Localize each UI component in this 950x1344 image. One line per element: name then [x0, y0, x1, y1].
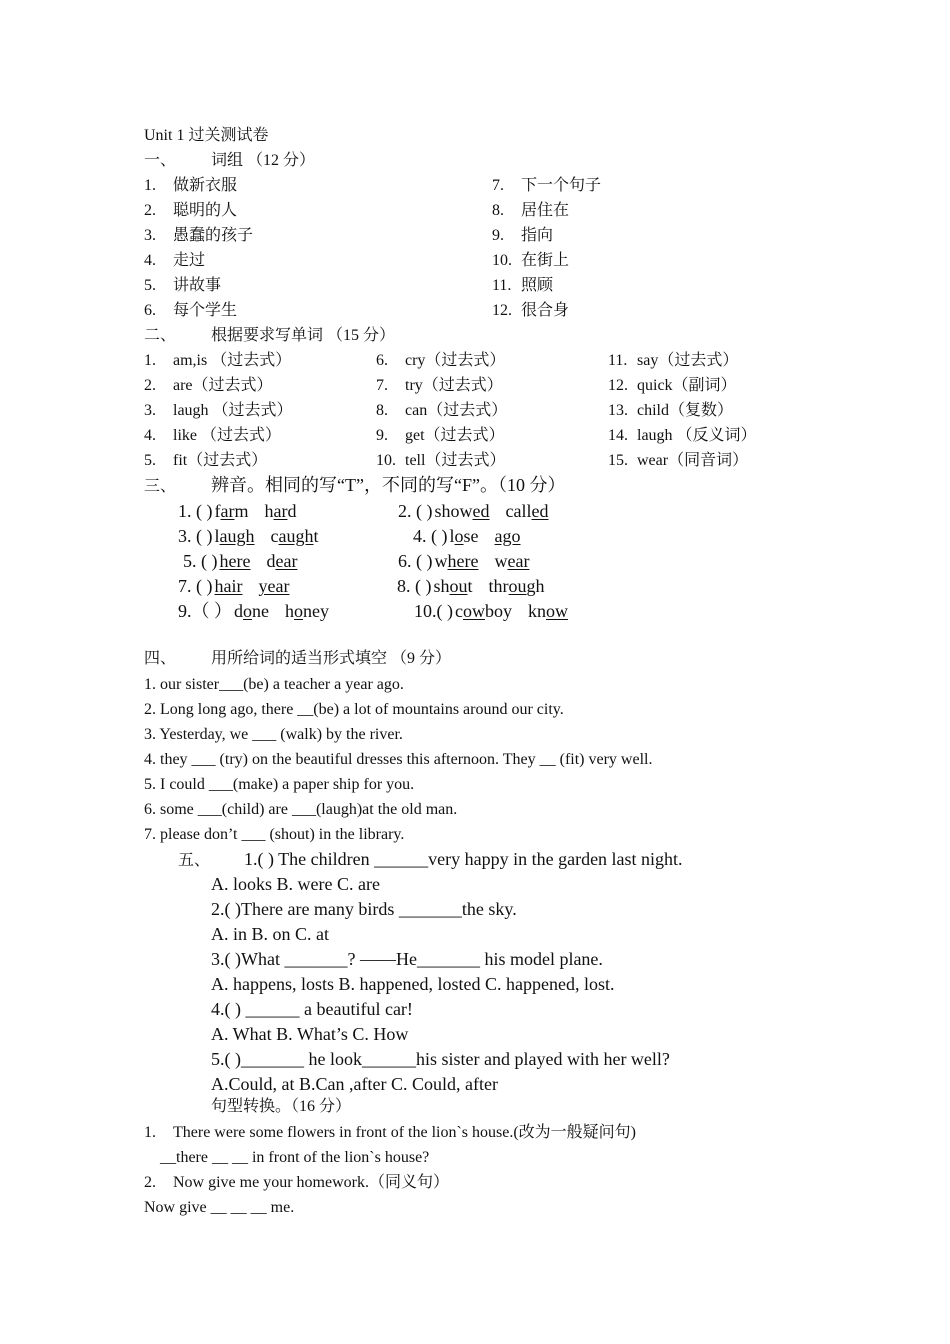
item-text: 每个学生 [173, 302, 238, 319]
choice-options: A. happens, losts B. happened, losted C. happened, lost. [211, 974, 615, 994]
vocab-item [492, 226, 553, 246]
item-number: 2. [144, 202, 156, 219]
item-text: 愚蠢的孩子 [173, 227, 254, 244]
item-text: laugh （反义词） [637, 427, 757, 444]
word-part: thr [488, 576, 509, 596]
section-3-title: 辨音。相同的写“T”，不同的写“F”。（10 分） [211, 475, 566, 495]
fill-in-sentence: 6. some ___(child) are ___(laugh)at the old man. [144, 801, 458, 818]
choice-options: A. What B. What’s C. How [211, 1024, 409, 1044]
item-label: 8. ( ) [397, 576, 432, 596]
item-number: 6. [376, 352, 388, 369]
item-number: 5. [144, 277, 156, 294]
word-part: kn [528, 601, 546, 621]
fill-in-sentence: 1. our sister___(be) a teacher a year ago. [144, 676, 404, 693]
sound-pair-item [178, 525, 319, 547]
item-number: 4. [144, 427, 156, 444]
item-text: fit（过去式） [173, 452, 268, 469]
item-text: 讲故事 [173, 277, 222, 294]
item-text: cry（过去式） [405, 352, 506, 369]
underlined-sound: o [294, 601, 303, 621]
item-text: get（过去式） [405, 427, 505, 444]
choice-question: 4.( ) ______ a beautiful car! [211, 999, 413, 1019]
underlined-sound: ar [220, 501, 235, 521]
choice-question: 5.( )_______ he look______his sister and played with her well? [211, 1049, 670, 1069]
underlined-sound: ago [494, 526, 521, 546]
word-b [506, 500, 549, 522]
word-part: w [494, 551, 508, 571]
underlined-sound: o [243, 601, 252, 621]
section-4-heading [144, 649, 451, 669]
item-number: 1. [144, 177, 156, 194]
sound-pair-item [178, 600, 329, 622]
sound-pair-item [398, 550, 529, 572]
word-part: c [455, 601, 463, 621]
item-text: 走过 [173, 252, 206, 269]
word-a [450, 525, 479, 547]
item-text: try（过去式） [405, 377, 503, 394]
fill-in-sentence: 3. Yesterday, we ___ (walk) by the river. [144, 726, 403, 743]
section-4-title: 用所给词的适当形式填空 （9 分） [211, 650, 452, 667]
word-form-item [144, 376, 273, 396]
item-number: 7. [492, 177, 504, 194]
item-text: There were some flowers in front of the lion`s house.(改为一般疑问句) [173, 1124, 637, 1141]
word-form-item [376, 401, 507, 421]
underlined-sound: ou [508, 576, 527, 596]
word-form-item [144, 426, 281, 446]
word-form-item [376, 376, 503, 396]
section-5-question-1: 1.( ) The children ______very happy in the garden last night. [244, 849, 683, 869]
section-6-heading: 句型转换。（16 分） [211, 1098, 352, 1115]
word-part: t [313, 526, 319, 546]
word-part: gh [526, 576, 545, 596]
word-part: d [287, 501, 297, 521]
word-form-item [608, 426, 757, 446]
item-number: 3. [144, 402, 156, 419]
underlined-sound: year [258, 576, 290, 596]
word-part: l [214, 526, 220, 546]
word-form-item [144, 351, 291, 371]
section-2-title: 根据要求写单词 （15 分） [211, 327, 396, 344]
underlined-sound: o [454, 526, 464, 546]
word-b [285, 600, 329, 622]
item-number: 5. [144, 452, 156, 469]
item-number: 3. [144, 227, 156, 244]
section-2-number: 二、 [144, 327, 177, 344]
word-part: h [285, 601, 294, 621]
item-text: wear（同音词） [637, 452, 749, 469]
item-number: 11. [492, 277, 512, 294]
word-b [266, 550, 297, 572]
item-number: 9. [376, 427, 388, 444]
underlined-sound: ou [449, 576, 468, 596]
item-text: 在街上 [521, 252, 570, 269]
word-part: d [266, 551, 276, 571]
item-number: 12. [492, 302, 512, 319]
sound-pair-item [397, 575, 545, 597]
transform-line [144, 1173, 449, 1193]
transform-line [144, 1198, 294, 1218]
item-text: 做新衣服 [173, 177, 238, 194]
underlined-sound: hair [214, 576, 243, 596]
item-number: 6. [144, 302, 156, 319]
underlined-sound: ear [275, 551, 298, 571]
item-text: 指向 [521, 227, 554, 244]
word-part: show [434, 501, 473, 521]
underlined-sound: ar [273, 501, 288, 521]
item-label: 2. ( ) [398, 501, 433, 521]
word-form-item [376, 426, 505, 446]
underlined-sound: ow [546, 601, 568, 621]
word-part: h [264, 501, 274, 521]
item-number: 11. [608, 352, 628, 369]
word-a [215, 500, 249, 522]
item-number: 2. [144, 377, 156, 394]
item-number: 1. [144, 1124, 156, 1141]
vocab-item [492, 301, 569, 321]
section-2-heading [144, 326, 395, 346]
word-form-item [608, 451, 748, 471]
choice-options: A. in B. on C. at [211, 924, 330, 944]
word-part: w [434, 551, 448, 571]
item-text: 居住在 [521, 202, 570, 219]
item-number: 1. [144, 352, 156, 369]
word-part: t [467, 576, 473, 596]
sound-pair-item [178, 500, 296, 522]
word-a [215, 525, 255, 547]
vocab-item [492, 276, 553, 296]
vocab-item [144, 226, 253, 246]
item-label: 6. ( ) [398, 551, 433, 571]
item-number: 8. [492, 202, 504, 219]
item-text: can（过去式） [405, 402, 508, 419]
sound-pair-item [413, 525, 521, 547]
underlined-sound: ow [463, 601, 485, 621]
item-text: Now give me your homework.（同义句） [173, 1174, 449, 1191]
section-3-number: 三、 [144, 478, 177, 495]
word-part: se [463, 526, 479, 546]
item-text: 聪明的人 [173, 202, 238, 219]
underlined-sound: ed [472, 501, 490, 521]
vocab-item [144, 251, 205, 271]
word-part: f [214, 501, 221, 521]
word-form-item [608, 351, 738, 371]
word-part: sh [433, 576, 450, 596]
word-a [215, 575, 243, 597]
word-form-item [608, 376, 737, 396]
choice-question: 2.( )There are many birds _______the sky. [211, 899, 517, 919]
word-a [435, 550, 479, 572]
item-number: 10. [492, 252, 512, 269]
item-label: 3. ( ) [178, 526, 213, 546]
item-text: 照顾 [521, 277, 554, 294]
item-text: 很合身 [521, 302, 570, 319]
sound-pair-item [414, 600, 568, 622]
word-b [495, 525, 521, 547]
word-form-item [376, 351, 505, 371]
item-label: 1. ( ) [178, 501, 213, 521]
item-number: 13. [608, 402, 628, 419]
underlined-sound: augh [219, 526, 255, 546]
word-b [528, 600, 568, 622]
item-label: 9.（ ） [178, 601, 232, 621]
sound-pair-item [178, 575, 289, 597]
item-text: tell（过去式） [405, 452, 506, 469]
word-part: ne [252, 601, 269, 621]
item-number: 10. [376, 452, 396, 469]
item-label: 7. ( ) [178, 576, 213, 596]
item-number: 14. [608, 427, 628, 444]
fill-in-sentence: 5. I could ___(make) a paper ship for you. [144, 776, 415, 793]
fill-in-sentence: 2. Long long ago, there __(be) a lot of mountains around our city. [144, 701, 564, 718]
word-a [434, 575, 473, 597]
underlined-sound: ed [531, 501, 549, 521]
item-text: say（过去式） [637, 352, 739, 369]
item-number: 9. [492, 227, 504, 244]
underlined-sound: ear [507, 551, 530, 571]
item-label: 10.( ) [414, 601, 453, 621]
vocab-item [144, 301, 237, 321]
item-number: 4. [144, 252, 156, 269]
item-text: am,is （过去式） [173, 352, 292, 369]
choice-options: A. looks B. were C. are [211, 874, 380, 894]
word-form-item [608, 401, 733, 421]
section-1-title: 词组 （12 分） [211, 152, 316, 169]
sound-pair-item [183, 550, 297, 572]
word-part: m [234, 501, 249, 521]
word-b [494, 550, 529, 572]
fill-in-sentence: 4. they ___ (try) on the beautiful dresses this afternoon. They __ (fit) very well. [144, 751, 653, 768]
item-number: 8. [376, 402, 388, 419]
sound-pair-item [398, 500, 549, 522]
word-b [265, 500, 297, 522]
item-text: quick（副词） [637, 377, 737, 394]
vocab-item [492, 251, 569, 271]
vocab-item [144, 176, 237, 196]
underlined-sound: here [447, 551, 479, 571]
item-text: 下一个句子 [521, 177, 602, 194]
word-part: ney [303, 601, 329, 621]
fill-in-sentence: 7. please don’t ___ (shout) in the library. [144, 826, 405, 843]
word-b [258, 575, 289, 597]
section-5-first-line [178, 848, 683, 872]
underlined-sound: augh [278, 526, 314, 546]
vocab-item [492, 201, 569, 221]
item-label: 4. ( ) [413, 526, 448, 546]
item-number: 12. [608, 377, 628, 394]
word-a [455, 600, 512, 622]
item-number: 15. [608, 452, 628, 469]
vocab-item [144, 276, 221, 296]
word-part: d [234, 601, 243, 621]
section-3-heading [144, 474, 565, 498]
word-b [271, 525, 319, 547]
item-text: like （过去式） [173, 427, 281, 444]
section-1-number: 一、 [144, 152, 177, 169]
item-text: child（复数） [637, 402, 733, 419]
item-text: Now give __ __ __ me. [144, 1199, 295, 1216]
item-text: laugh （过去式） [173, 402, 293, 419]
section-1-heading [144, 151, 315, 171]
word-form-item [144, 401, 293, 421]
word-part: call [505, 501, 532, 521]
word-a [220, 550, 251, 572]
page-title: Unit 1 过关测试卷 [144, 127, 269, 144]
word-form-item [376, 451, 505, 471]
word-part: boy [485, 601, 512, 621]
word-a [234, 600, 269, 622]
section-4-number: 四、 [144, 650, 177, 667]
item-text: are（过去式） [173, 377, 273, 394]
item-number: 7. [376, 377, 388, 394]
section-5-number: 五、 [178, 852, 211, 869]
transform-line [144, 1123, 636, 1143]
choice-question: 3.( )What _______? ——He_______ his model plane. [211, 949, 603, 969]
word-part: l [449, 526, 455, 546]
transform-line [160, 1148, 429, 1168]
word-form-item [144, 451, 267, 471]
vocab-item [492, 176, 601, 196]
item-label: 5. ( ) [183, 551, 218, 571]
word-a [435, 500, 490, 522]
underlined-sound: here [219, 551, 251, 571]
vocab-item [144, 201, 237, 221]
word-b [489, 575, 545, 597]
word-part: c [270, 526, 279, 546]
choice-options: A.Could, at B.Can ,after C. Could, after [211, 1074, 498, 1094]
item-number: 2. [144, 1174, 156, 1191]
item-text: __there __ __ in front of the lion`s house? [160, 1149, 430, 1166]
